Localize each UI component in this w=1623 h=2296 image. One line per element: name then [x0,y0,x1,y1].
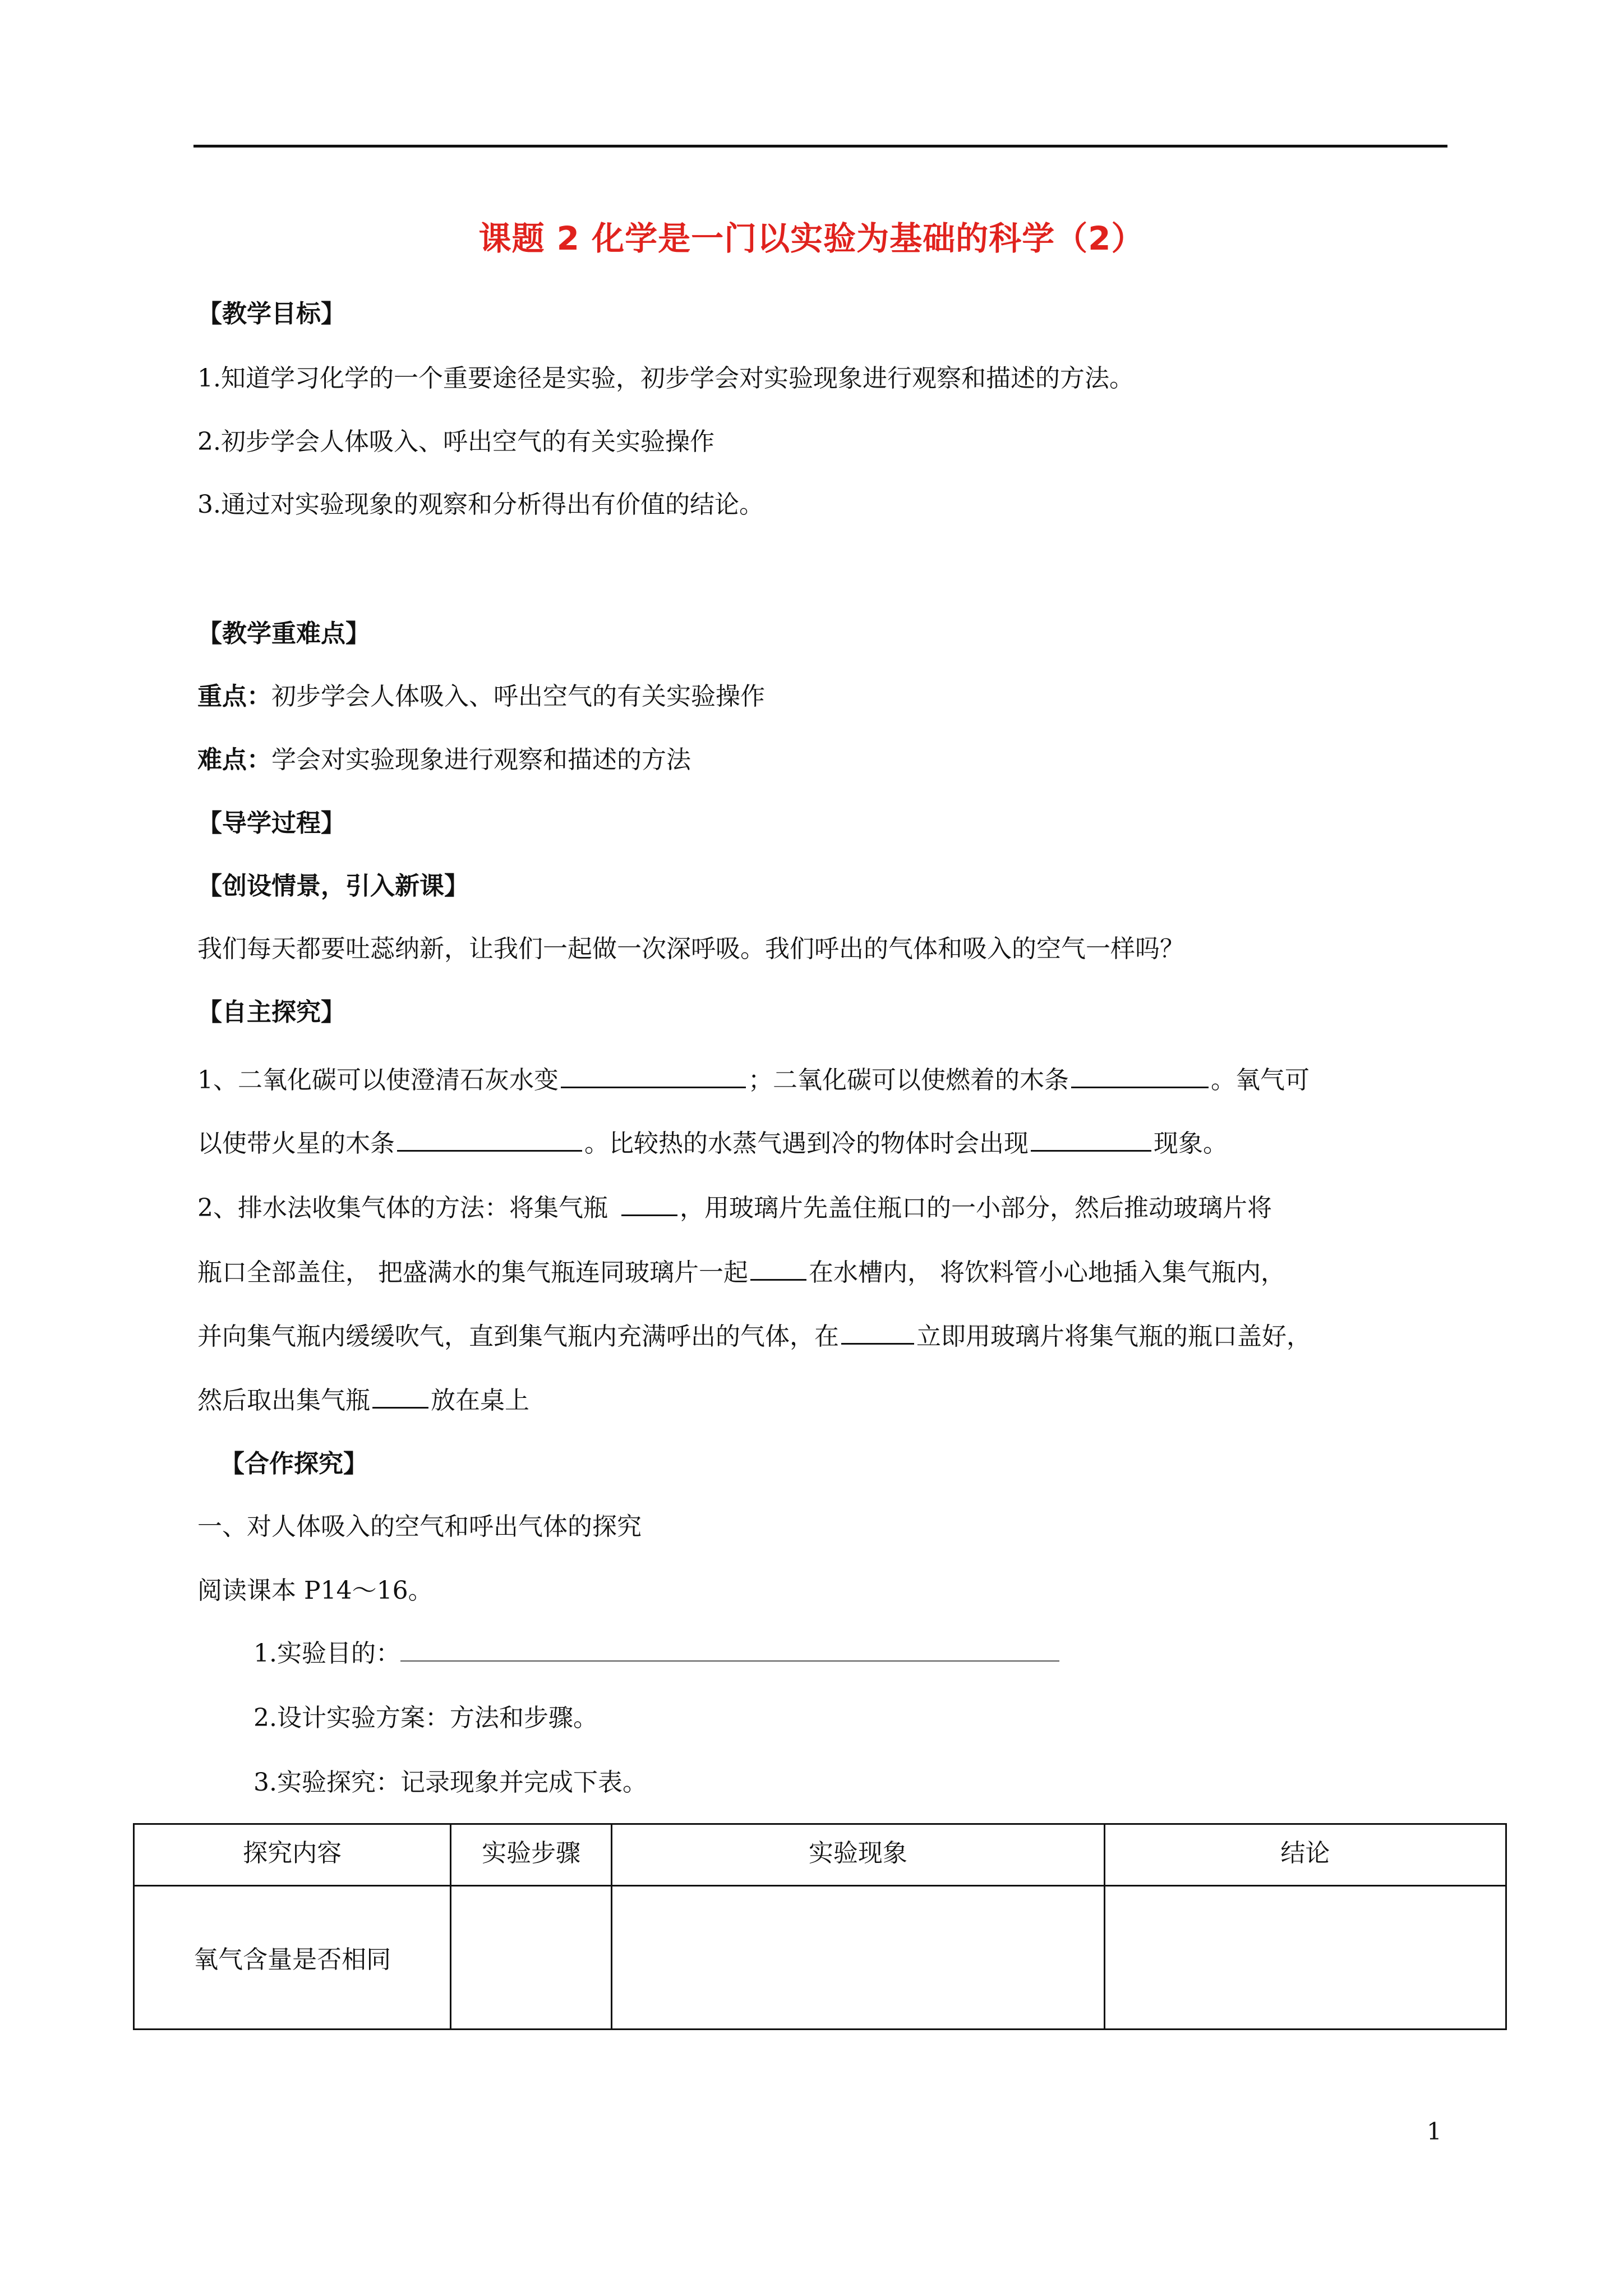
question-2-line-1 [197,1190,1272,1225]
objective-item-3: 3.通过对实验现象的观察和分析得出有价值的结论。 [197,490,764,519]
q1-text-a: 1、二氧化碳可以使澄清石灰水变 [197,1066,559,1094]
page-title: 课题 2 化学是一门以实验为基础的科学（2） [478,219,1145,257]
table-cell-content: 氧气含量是否相同 [134,1886,451,2030]
header-rule [193,145,1447,148]
answer-blank[interactable] [372,1382,428,1409]
question-1-line-1 [197,1062,1310,1097]
q2-text-f: 立即用玻璃片将集气瓶的瓶口盖好， [916,1322,1311,1351]
q1-text-f: 现象。 [1154,1129,1228,1158]
answer-blank[interactable] [561,1062,746,1088]
objective-item-1: 1.知道学习化学的一个重要途径是实验，初步学会对实验现象进行观察和描述的方法。 [197,364,1134,393]
experiment-table [133,1823,1507,2030]
cooperation-heading: 【合作探究】 [220,1450,368,1478]
focus-text: 初步学会人体吸入、呼出空气的有关实验操作 [271,682,765,711]
table-cell-steps[interactable] [451,1886,612,2030]
q2-text-e: 并向集气瓶内缓缓吹气，直到集气瓶内充满呼出的气体，在 [197,1322,839,1351]
table-header-cell: 实验步骤 [451,1824,612,1886]
table-cell-conclusion[interactable] [1104,1886,1506,2030]
objective-item-2: 2.初步学会人体吸入、呼出空气的有关实验操作 [197,427,714,456]
scenario-text: 我们每天都要吐蕊纳新，让我们一起做一次深呼吸。我们呼出的气体和吸入的空气一样吗？ [197,935,1184,963]
table-cell-phenomenon[interactable] [611,1886,1104,2030]
answer-blank[interactable] [1071,1062,1209,1088]
q1-text-c: 。氧气可 [1211,1066,1310,1094]
table-header-cell: 探究内容 [134,1824,451,1886]
objectives-heading: 【教学目标】 [197,300,345,328]
difficulty-line [197,743,691,777]
table-row [134,1886,1506,2030]
answer-blank[interactable] [1031,1125,1151,1152]
question-2-line-3 [197,1318,1311,1354]
answer-blank[interactable] [750,1254,806,1281]
focus-line [197,680,765,714]
q1-text-b: ；二氧化碳可以使燃着的木条 [748,1066,1069,1094]
process-heading: 【导学过程】 [197,809,345,838]
table-header-row [134,1824,1506,1886]
q2-text-d: 在水槽内， 将饮料管小心地插入集气瓶内， [808,1258,1285,1287]
question-1-line-2 [197,1125,1228,1161]
difficulty-label: 难点： [197,746,271,774]
q2-text-c: 瓶口全部盖住， 把盛满水的集气瓶连同玻璃片一起 [197,1258,748,1287]
answer-blank[interactable] [397,1125,582,1152]
step-1-line [253,1637,1059,1671]
q2-text-a: 2、排水法收集气体的方法：将集气瓶 [197,1194,608,1222]
question-2-line-4 [197,1382,529,1418]
q2-text-g: 然后取出集气瓶 [197,1386,370,1415]
step-2: 2.设计实验方案：方法和步骤。 [253,1704,598,1732]
step-1-label: 1.实验目的： [253,1639,400,1668]
focus-label: 重点： [197,682,271,711]
scenario-heading: 【创设情景，引入新课】 [197,872,469,900]
page-number: 1 [1427,2118,1442,2145]
purpose-blank[interactable] [400,1638,1059,1662]
key-points-heading: 【教学重难点】 [197,619,370,648]
cooperation-section: 一、对人体吸入的空气和呼出气体的探究 [197,1512,642,1541]
difficulty-text: 学会对实验现象进行观察和描述的方法 [271,746,691,774]
reading-note: 阅读课本 P14～16。 [197,1576,433,1605]
table-header-cell: 实验现象 [611,1824,1104,1886]
step-3: 3.实验探究：记录现象并完成下表。 [253,1768,647,1797]
q2-text-b: ，用玻璃片先盖住瓶口的一小部分，然后推动玻璃片将 [680,1194,1272,1222]
q2-text-h: 放在桌上 [431,1386,529,1415]
q1-text-d: 以使带火星的木条 [197,1129,395,1158]
q1-text-e: 。比较热的水蒸气遇到冷的物体时会出现 [584,1129,1029,1158]
self-study-heading: 【自主探究】 [197,998,345,1027]
question-2-line-2 [197,1254,1285,1290]
table-header-cell: 结论 [1104,1824,1506,1886]
answer-blank[interactable] [841,1318,914,1345]
answer-blank[interactable] [621,1190,677,1216]
